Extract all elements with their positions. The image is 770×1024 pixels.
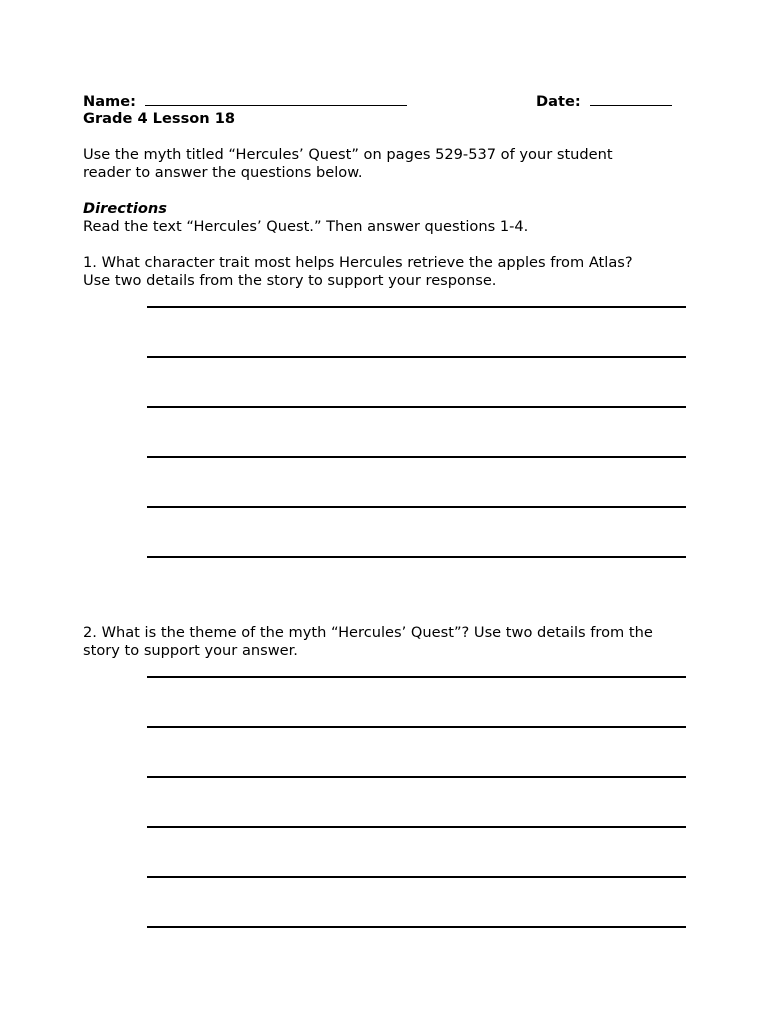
answer-line[interactable] <box>147 876 686 878</box>
answer-line[interactable] <box>147 406 686 408</box>
question-1-line-2: Use two details from the story to support your response. <box>83 272 497 289</box>
directions-heading: Directions <box>83 200 167 217</box>
question-2-line-1: 2. What is the theme of the myth “Hercules’ Quest”? Use two details from the <box>83 624 653 641</box>
answer-line[interactable] <box>147 726 686 728</box>
lesson-title: Grade 4 Lesson 18 <box>83 110 236 127</box>
answer-line[interactable] <box>147 306 686 308</box>
date-blank[interactable] <box>590 92 672 106</box>
intro-line-2: reader to answer the questions below. <box>83 164 363 181</box>
question-1-line-1: 1. What character trait most helps Hercules retrieve the apples from Atlas? <box>83 254 633 271</box>
answer-line[interactable] <box>147 456 686 458</box>
intro-line-1: Use the myth titled “Hercules’ Quest” on pages 529-537 of your student <box>83 146 613 163</box>
answer-line[interactable] <box>147 826 686 828</box>
answer-line[interactable] <box>147 356 686 358</box>
name-label: Name: <box>83 93 137 110</box>
question-2-line-2: story to support your answer. <box>83 642 298 659</box>
answer-line[interactable] <box>147 556 686 558</box>
answer-line[interactable] <box>147 676 686 678</box>
answer-line[interactable] <box>147 926 686 928</box>
answer-line[interactable] <box>147 506 686 508</box>
name-blank[interactable] <box>145 92 407 106</box>
date-label: Date: <box>536 93 581 110</box>
name-row <box>83 92 407 111</box>
date-row <box>536 92 672 111</box>
answer-line[interactable] <box>147 776 686 778</box>
directions-text: Read the text “Hercules’ Quest.” Then answer questions 1-4. <box>83 218 529 235</box>
